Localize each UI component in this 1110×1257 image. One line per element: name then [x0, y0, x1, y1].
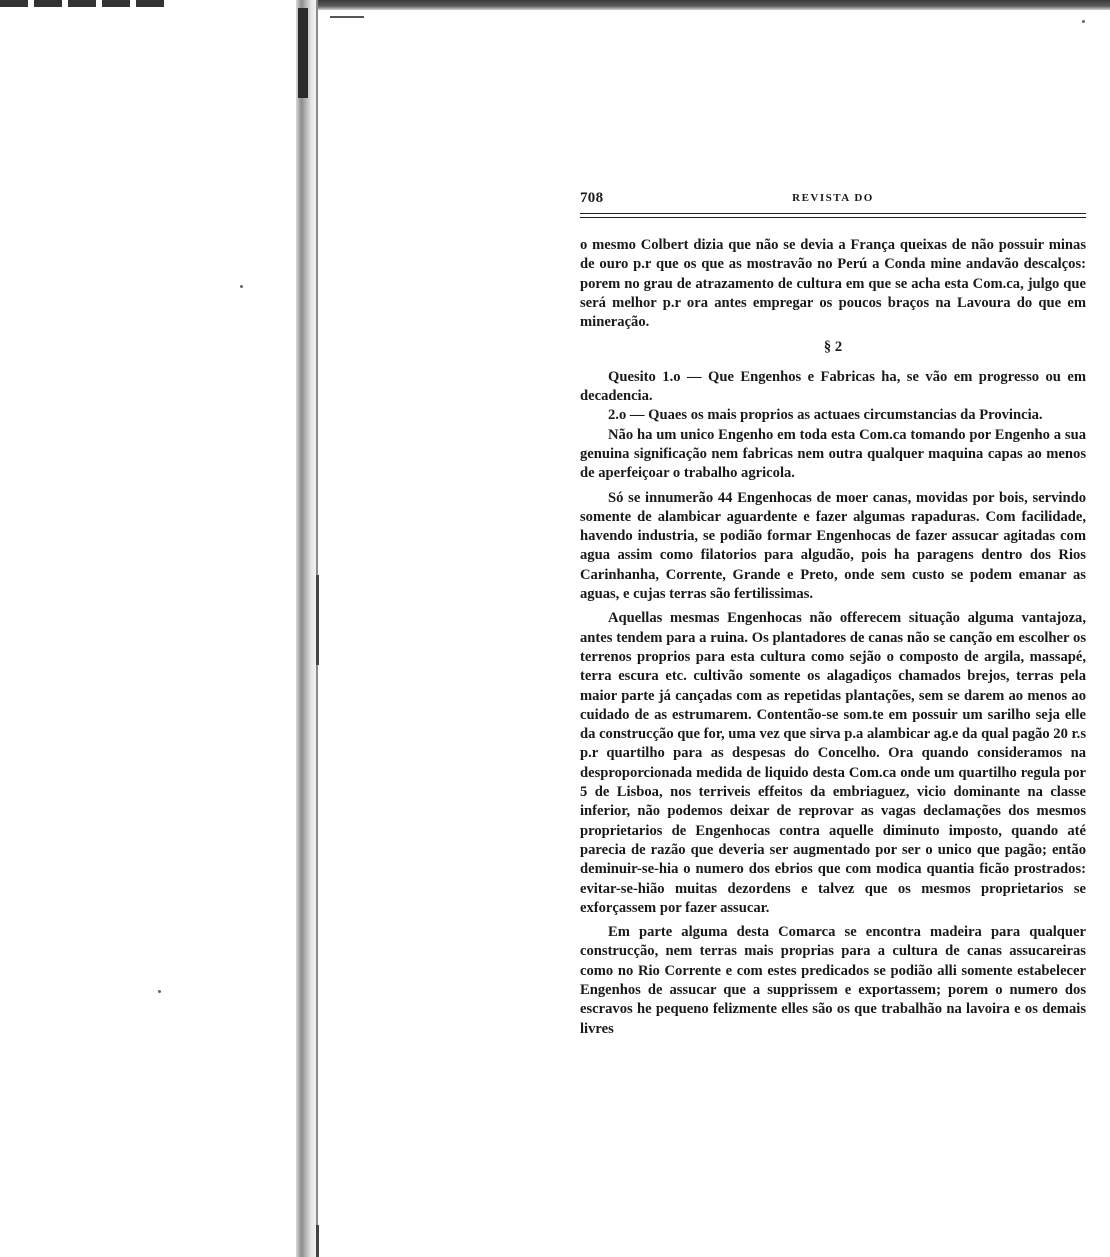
scan-corner-mark	[0, 0, 170, 7]
gutter-edge-mark	[316, 575, 319, 665]
page-top-tick	[330, 16, 364, 18]
body-text	[580, 236, 1086, 1039]
scan-speck	[1082, 20, 1085, 23]
paragraph: Só se innumerão 44 Engenhocas de moer canas, movidas por bois, servindo somente de alambicar aguardente e fazer algumas rapaduras. Com facilidade, havendo industria, se podião formar Engenhocas de fazer assucar agitadas com agua assim como filatorios para algudão, pois ha paragens dentro dos Rios Carinhanha, Corrente, Grande e Preto, onde sem custo se podem emanar as aguas, e cujas terras são fertilissimas.	[580, 489, 1086, 603]
paragraph: Aquellas mesmas Engenhocas não offerecem situação alguma vantajoza, antes tendem para a ruina. Os plantadores de canas não se canção em escolher os terrenos proprios para esta cultura como sejão o composto de argila, massapé, terra escura etc. cultivão somente os alagadiços chamados brejos, terras pela maior parte já cançadas com as repetidas plantações, sem se darem ao menos ao cuidado de as estrumarem. Contentão-se som.te em possuir um sarilho seja elle da construcção que for, uma vez que sirva p.a alambicar ag.e da qual pagão 20 r.s p.r quartilho para as despesas do Concelho. Ora quando consideramos na desproporcionada medida de liquido desta Com.ca onde um quartilho regula por 5 de Lisboa, nos terriveis effeitos da embriaguez, vicio dominante na classe inferior, não podemos deixar de reprovar as vagas declamações dos mesmos proprietarios de Engenhocas contra aquelle diminuto imposto, quando até parecia de razão que deveria ser augmentado por ser o unico que pagão; então deminuir-se-hia o numero dos ebrios que com modica quantia ficão prostrados: evitar-se-hião muitas dezordens e talvez que os mesmos proprietarios se exforçassem por fazer assucar.	[580, 610, 1086, 916]
running-title: REVISTA DO	[792, 192, 874, 204]
page-top-border	[318, 0, 1110, 10]
page-content	[580, 190, 1086, 1039]
paragraph: Não ha um unico Engenho em toda esta Com.ca tomando por Engenho a sua genuina significação nem fabricas nem outra qualquer maquina capas ao menos de aperfeiçoar o trabalho agricola.	[580, 426, 1086, 482]
left-margin	[0, 0, 296, 1257]
paragraph: Quesito 1.o — Que Engenhos e Fabricas ha, se vão em progresso ou em decadencia.	[580, 368, 1086, 405]
scan-speck	[158, 990, 161, 993]
paragraph: Em parte alguma desta Comarca se encontra madeira para qualquer construcção, nem terras mais proprias para a cultura de canas assucareiras como no Rio Corrente e com estes predicados se podião alli somente estabelecer Engenhos de assucar que a supprissem e exportassem; porem o numero dos escravos he pequeno felizmente elles são os que trabalhão na lavoira e os demais livres	[580, 924, 1086, 1037]
header-rule	[580, 213, 1086, 218]
paragraph: 2.o — Quaes os mais proprios as actuaes circumstancias da Provincia.	[608, 407, 1043, 424]
paragraph: o mesmo Colbert dizia que não se devia a França queixas de não possuir minas de ouro p.r que os que as mostravão no Perú a Conda mine andavão descalços: porem no grau de atrazamento de cultura em que se acha esta Com.ca, julgo que será melhor p.r ora antes empregar os poucos braços na Lavoura do que em mineração.	[580, 237, 1086, 331]
scan-speck	[240, 285, 243, 288]
book-gutter	[296, 0, 318, 1257]
gutter-edge-mark	[316, 1225, 319, 1257]
page-header	[580, 190, 1086, 212]
page-number: 708	[580, 190, 604, 206]
gutter-shadow	[298, 8, 308, 98]
section-heading: § 2	[823, 339, 843, 356]
